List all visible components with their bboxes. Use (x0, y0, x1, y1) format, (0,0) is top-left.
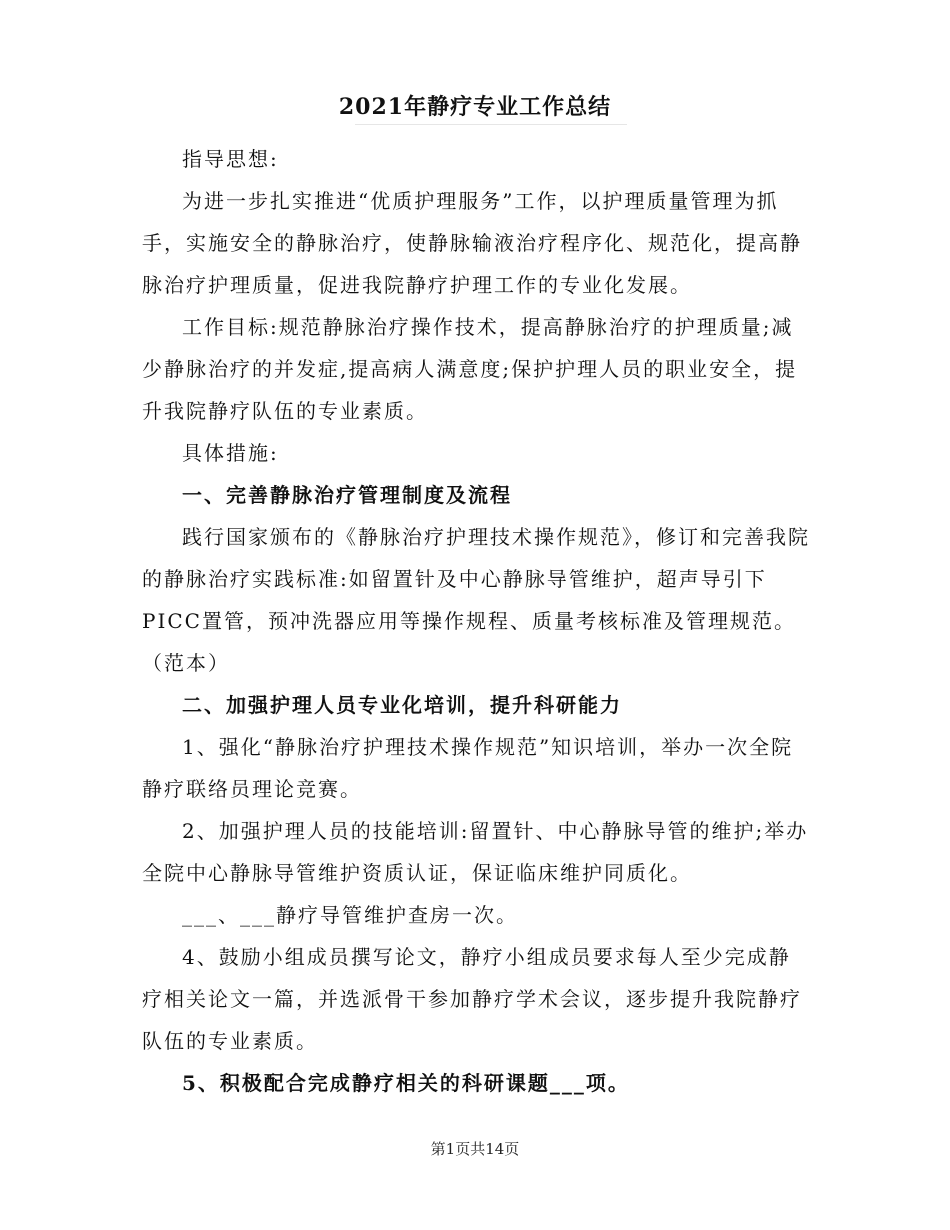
paragraph-guiding-ideology-heading: 指导思想: (182, 147, 279, 171)
section-heading-2: 二、加强护理人员专业化培训，提升科研能力 (182, 693, 622, 717)
paragraph-standards: 践行国家颁布的《静脉治疗护理技术操作规范》，修订和完善我院的静脉治疗实践标准:如留置针及中心静脉导管维护，超声导引下PICC置管，预冲洗器应用等操作规程、质量考核标准及管理规范。 (142, 525, 810, 633)
title-underline (355, 124, 627, 125)
paragraph-template-note: （范本） (142, 651, 230, 675)
paragraph-work-goals: 工作目标:规范静脉治疗操作技术，提高静脉治疗的护理质量;减少静脉治疗的并发症,提高病人满意度;保护护理人员的职业安全，提升我院静疗队伍的专业素质。 (142, 315, 798, 423)
list-item-4: 4、鼓励小组成员撰写论文，静疗小组成员要求每人至少完成静疗相关论文一篇，并选派骨干参加静疗学术会议，逐步提升我院静疗队伍的专业素质。 (142, 945, 802, 1053)
list-item-3: ___、___静疗导管维护查房一次。 (182, 903, 518, 927)
list-item-2: 2、加强护理人员的技能培训:留置针、中心静脉导管的维护;举办全院中心静脉导管维护资质认证，保证临床维护同质化。 (142, 819, 809, 885)
list-item-1: 1、强化“静脉治疗护理技术操作规范”知识培训，举办一次全院静疗联络员理论竞赛。 (142, 735, 794, 801)
document-title: 2021年静疗专业工作总结 (338, 94, 612, 120)
paragraph-measures-heading: 具体措施: (182, 441, 279, 465)
section-heading-1: 一、完善静脉治疗管理制度及流程 (182, 483, 512, 507)
page-footer: 第1页共14页 (430, 1140, 520, 1158)
paragraph-guiding-ideology: 为进一步扎实推进“优质护理服务”工作，以护理质量管理为抓手，实施安全的静脉治疗，使静脉输液治疗程序化、规范化，提高静脉治疗护理质量，促进我院静疗护理工作的专业化发展。 (142, 189, 802, 297)
document-body (142, 138, 812, 1104)
list-item-5: 5、积极配合完成静疗相关的科研课题___项。 (182, 1071, 630, 1095)
